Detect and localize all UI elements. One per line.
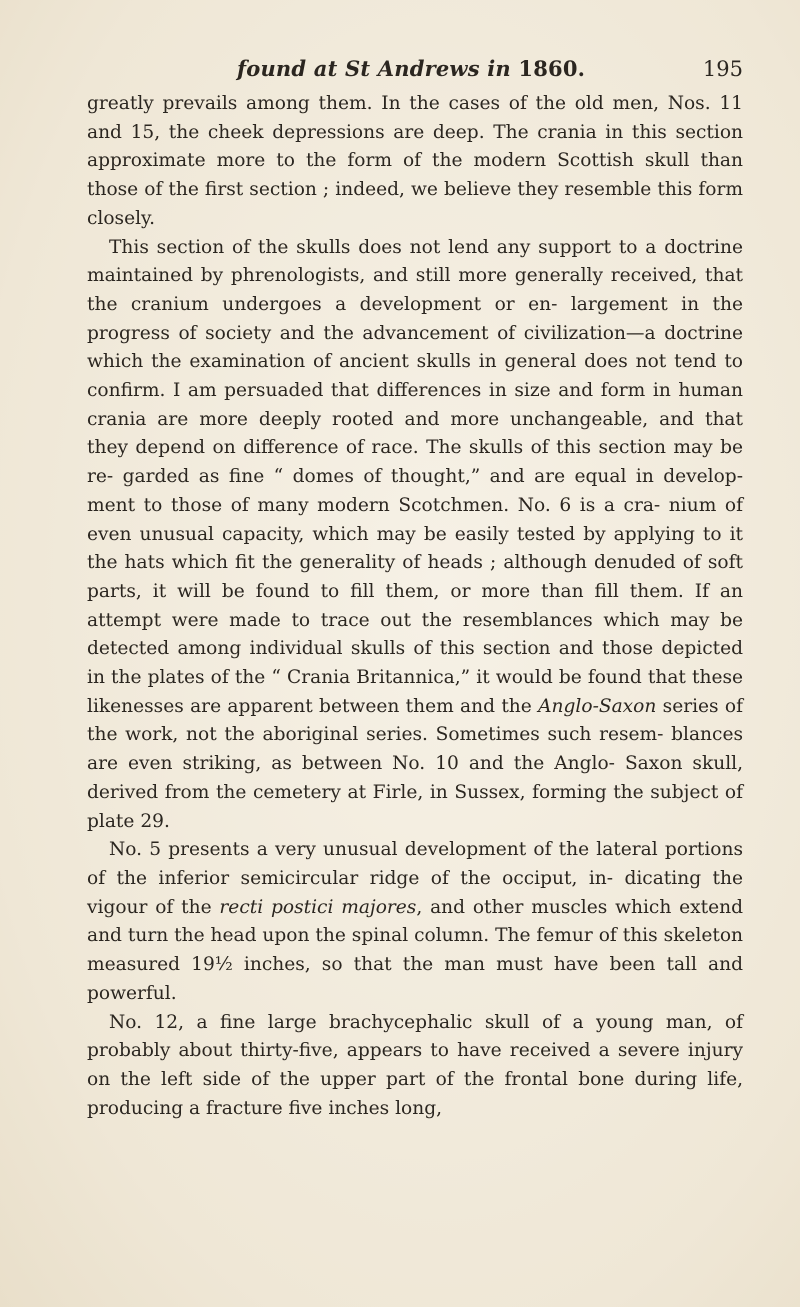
paragraph-2-italic-term: Anglo-Saxon bbox=[538, 695, 657, 717]
paragraph-3 bbox=[87, 836, 743, 1008]
book-page bbox=[87, 50, 743, 1123]
paragraph-3-text-1: No. 5 presents a very unusual development of the lateral portions of the inferior semicircular ridge of the occiput, in- dicating the vigour of the bbox=[87, 839, 743, 918]
running-title bbox=[237, 50, 585, 88]
paragraph-3-italic-term: recti postici majores bbox=[219, 896, 417, 918]
paragraph-2 bbox=[87, 234, 743, 837]
paragraph-1-text: greatly prevails among them. In the cases of the old men, Nos. 11 and 15, the cheek depressions are deep. The crania in this section approximate more to the form of the modern Scottish skull than those of the first section ; indeed, we believe they resemble this form closely. bbox=[87, 93, 743, 229]
paragraph-3-text-2: , and other muscles which extend and turn the head upon the spinal column. The femur of this skeleton measured 19½ inches, so that the man must have been tall and powerful. bbox=[87, 896, 743, 1004]
running-title-text: found at St Andrews in bbox=[237, 56, 511, 81]
body-text bbox=[87, 90, 743, 1123]
paragraph-2-text-1: This section of the skulls does not lend any support to a doctrine maintained by phrenologists, and still more generally received, that the cranium undergoes a development or en- largement in the progress of society and the advancement of civilization—a doctrine which the examination of ancient skulls in general does not tend to confirm. I am persuaded that differences in size and form in human crania are more deeply rooted and more unchangeable, and that they depend on difference of race. The skulls of this section may be re- garded as fine “ domes of thought,” and are equal in develop- ment to those of many modern Scotchmen. No. 6 is a cra- nium of even unusual capacity, which may be easily tested by applying to it the hats which fit the generality of heads ; although denuded of soft parts, it will be found to fill them, or more than fill them. If an attempt were made to trace out the resemblances which may be detected among individual skulls of this section and those depicted in the plates of the “ Crania Britannica,” it would be found that these likenesses are apparent between them and the bbox=[87, 236, 743, 717]
paragraph-4 bbox=[87, 1009, 743, 1124]
running-head bbox=[87, 50, 743, 88]
paragraph-2-text-2: series of the work, not the aboriginal series. Sometimes such resem- blances are even striking, as between No. 10 and the Anglo- Saxon skull, derived from the cemetery at Firle, in Sussex, forming the subject of plate 29. bbox=[87, 695, 743, 832]
running-title-year: 1860. bbox=[518, 56, 586, 81]
page-number: 195 bbox=[702, 57, 743, 81]
paragraph-4-text: No. 12, a fine large brachycephalic skull of a young man, of probably about thirty-five, appears to have received a severe injury on the left side of the upper part of the frontal bone during life, producing a fracture five inches long, bbox=[87, 1011, 743, 1119]
paragraph-1 bbox=[87, 90, 743, 234]
